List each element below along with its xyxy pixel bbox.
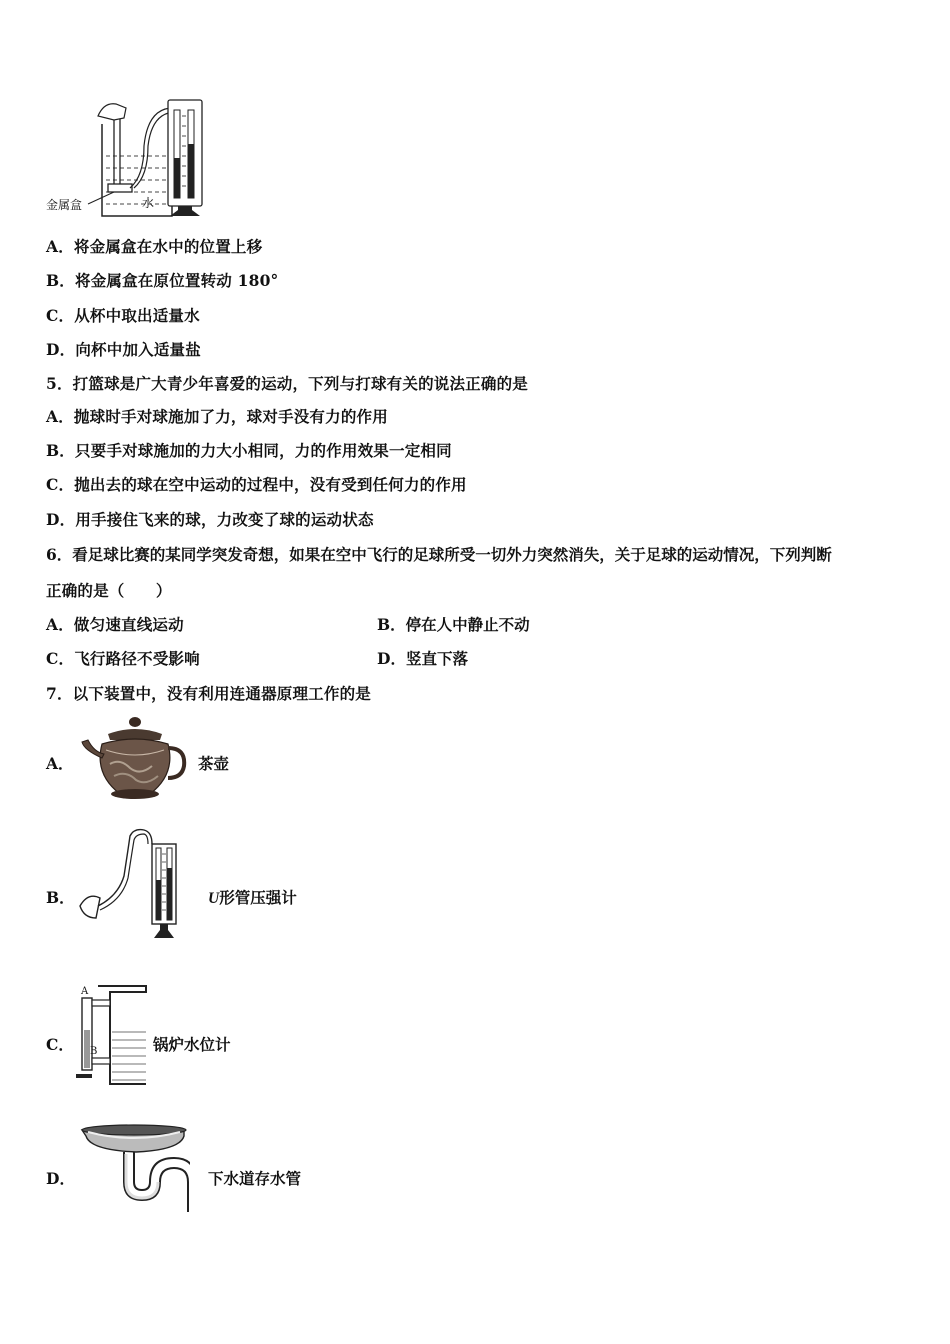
q4-option-a: A．将金属盒在水中的位置上移 [46,237,263,256]
q7-option-c-label: C． [46,1035,74,1054]
water-label: 水 [142,196,155,210]
q6-option-c: C．飞行路径不受影响 [46,649,200,668]
q5-stem: 5．打篮球是广大青少年喜爱的运动，下列与打球有关的说法正确的是 [46,374,528,393]
q7-option-a-caption: 茶壶 [198,754,230,773]
q7-option-c-caption: 锅炉水位计 [153,1035,231,1054]
q5-option-a: A．抛球时手对球施加了力，球对手没有力的作用 [46,407,388,426]
gauge-label-a: A [81,986,89,997]
q7-option-b-caption-text: 形管压强计 [219,888,297,907]
q5-option-c: C．抛出去的球在空中运动的过程中，没有受到任何力的作用 [46,475,467,494]
drain-trap-image [80,1120,190,1216]
q7-option-d-label: D． [46,1169,75,1188]
q4-option-c: C．从杯中取出适量水 [46,306,200,325]
q6-option-d: D．竖直下落 [377,649,468,668]
metal-box-label: 金属盒 [46,198,83,212]
q7-stem: 7．以下装置中，没有利用连通器原理工作的是 [46,684,371,703]
q4-option-b: B．将金属盒在原位置转动 180° [46,271,279,290]
u-tube-manometer-image [78,826,188,940]
q6-option-b: B．停在人中静止不动 [377,615,530,634]
teapot-image [80,714,190,802]
q6-stem-line1: 6．看足球比赛的某同学突发奇想，如果在空中飞行的足球所受一切外力突然消失，关于足球的运动情况，下列判断 [46,545,832,564]
q7-option-b-label: B． [46,888,75,907]
q7-option-a-label: A． [46,754,74,773]
q7-option-d-caption: 下水道存水管 [208,1169,302,1188]
q6-stem-line2: 正确的是（ ） [46,581,172,600]
q7-option-b-caption [208,886,297,908]
q4-option-d: D．向杯中加入适量盐 [46,340,201,359]
q5-option-d: D．用手接住飞来的球，力改变了球的运动状态 [46,510,374,529]
q6-option-a: A．做匀速直线运动 [46,615,184,634]
q5-option-b: B．只要手对球施加的力大小相同，力的作用效果一定相同 [46,441,452,460]
gauge-label-b: B [90,1046,98,1057]
u-letter: U [208,890,220,907]
